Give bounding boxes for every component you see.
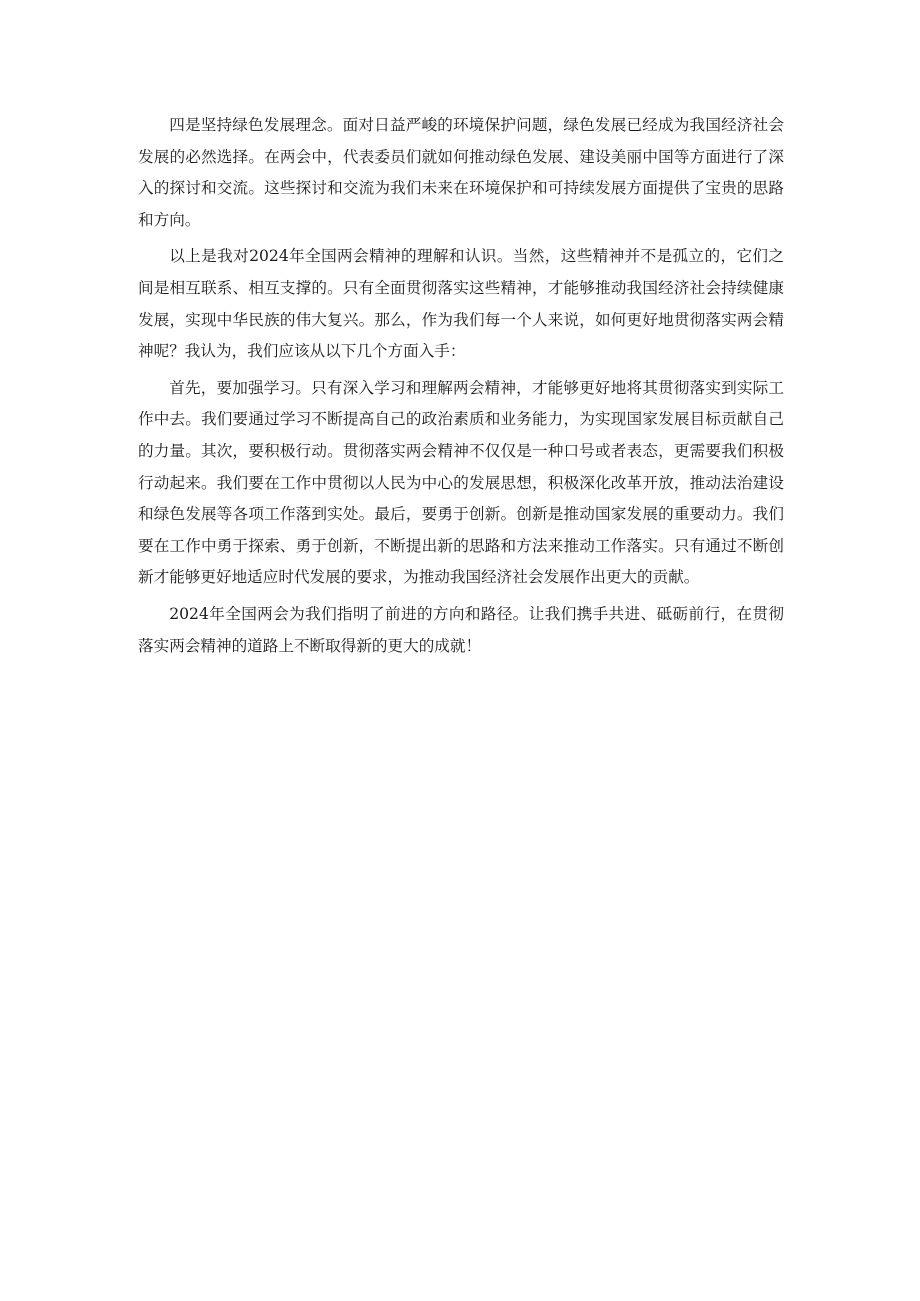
paragraph-understanding: 以上是我对2024年全国两会精神的理解和认识。当然，这些精神并不是孤立的，它们之间是相互联系、相互支撑的。只有全面贯彻落实这些精神，才能够推动我国经济社会持续健康发展，实现中华民族的伟大复兴。那么，作为我们每一个人来说，如何更好地贯彻落实两会精神呢？我认为，我们应该从以下几个方面入手： [138, 247, 784, 361]
paragraph-green-development: 四是坚持绿色发展理念。面对日益严峻的环境保护问题，绿色发展已经成为我国经济社会发展的必然选择。在两会中，代表委员们就如何推动绿色发展、建设美丽中国等方面进行了深入的探讨和交流。这些探讨和交流为我们未来在环境保护和可持续发展方面提供了宝贵的思路和方向。 [138, 116, 784, 229]
paragraph-actions: 首先，要加强学习。只有深入学习和理解两会精神，才能够更好地将其贯彻落实到实际工作中去。我们要通过学习不断提高自己的政治素质和业务能力，为实现国家发展目标贡献自己的力量。其次，要积极行动。贯彻落实两会精神不仅仅是一种口号或者表态，更需要我们积极行动起来。我们要在工作中贯彻以人民为中心的发展思想，积极深化改革开放，推动法治建设和绿色发展等各项工作落到实处。最后，要勇于创新。创新是推动国家发展的重要动力。我们要在工作中勇于探索、勇于创新，不断提出新的思路和方法来推动工作落实。只有通过不断创新才能够更好地适应时代发展的要求，为推动我国经济社会发展作出更大的贡献。 [138, 378, 784, 587]
paragraph-conclusion: 2024年全国两会为我们指明了前进的方向和路径。让我们携手共进、砥砺前行，在贯彻落实两会精神的道路上不断取得新的更大的成就！ [138, 604, 784, 655]
document-body [138, 110, 784, 662]
